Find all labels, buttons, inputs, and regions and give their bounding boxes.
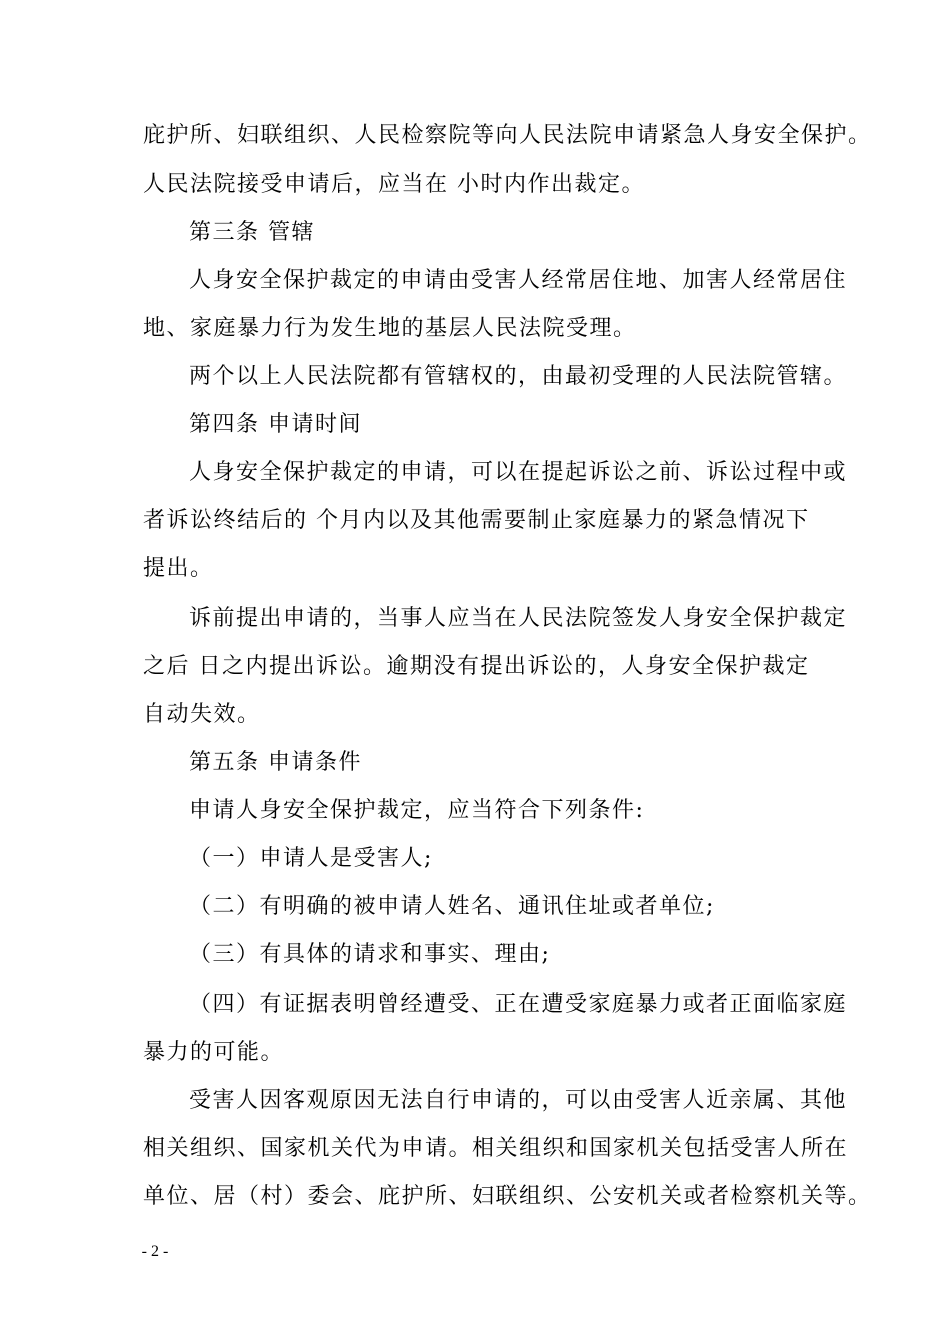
section-heading: 第三条 管辖 — [189, 220, 315, 245]
text-line: 两个以上人民法院都有管辖权的，由最初受理的人民法院管辖。 — [189, 364, 848, 389]
text-line: 人民法院接受申请后，应当在 小时内作出裁定。 — [143, 172, 645, 197]
text-line: 相关组织、国家机关代为申请。相关组织和国家机关包括受害人所在 — [143, 1136, 849, 1161]
text-line: 自动失效。 — [143, 702, 261, 727]
text-line: 之后 日之内提出诉讼。逾期没有提出诉讼的，人身安全保护裁定 — [143, 654, 810, 679]
text-line: 人身安全保护裁定的申请，可以在提起诉讼之前、诉讼过程中或 — [189, 460, 848, 485]
text-line: 受害人因客观原因无法自行申请的，可以由受害人近亲属、其他 — [189, 1088, 848, 1113]
list-item: （三）有具体的请求和事实、理由; — [189, 942, 551, 967]
text-line: 地、家庭暴力行为发生地的基层人民法院受理。 — [143, 316, 637, 341]
text-line: 者诉讼终结后的 个月内以及其他需要制止家庭暴力的紧急情况下 — [143, 508, 810, 533]
text-line: 诉前提出申请的，当事人应当在人民法院签发人身安全保护裁定 — [189, 606, 848, 631]
page-number: - 2 - — [141, 1243, 169, 1260]
list-item: （二）有明确的被申请人姓名、通讯住址或者单位; — [189, 894, 715, 919]
list-item: （四）有证据表明曾经遭受、正在遭受家庭暴力或者正面临家庭 — [189, 992, 848, 1017]
text-line: 提出。 — [143, 556, 214, 581]
text-line: 单位、居（村）委会、庇护所、妇联组织、公安机关或者检察机关等。 — [143, 1184, 872, 1209]
section-heading: 第五条 申请条件 — [189, 750, 362, 775]
text-line: 庇护所、妇联组织、人民检察院等向人民法院申请紧急人身安全保护。 — [143, 123, 872, 148]
text-line: 申请人身安全保护裁定，应当符合下列条件: — [189, 798, 645, 823]
text-line: 暴力的可能。 — [143, 1040, 285, 1065]
section-heading: 第四条 申请时间 — [189, 412, 362, 437]
list-item: （一）申请人是受害人; — [189, 846, 433, 871]
text-line: 人身安全保护裁定的申请由受害人经常居住地、加害人经常居住 — [189, 268, 848, 293]
